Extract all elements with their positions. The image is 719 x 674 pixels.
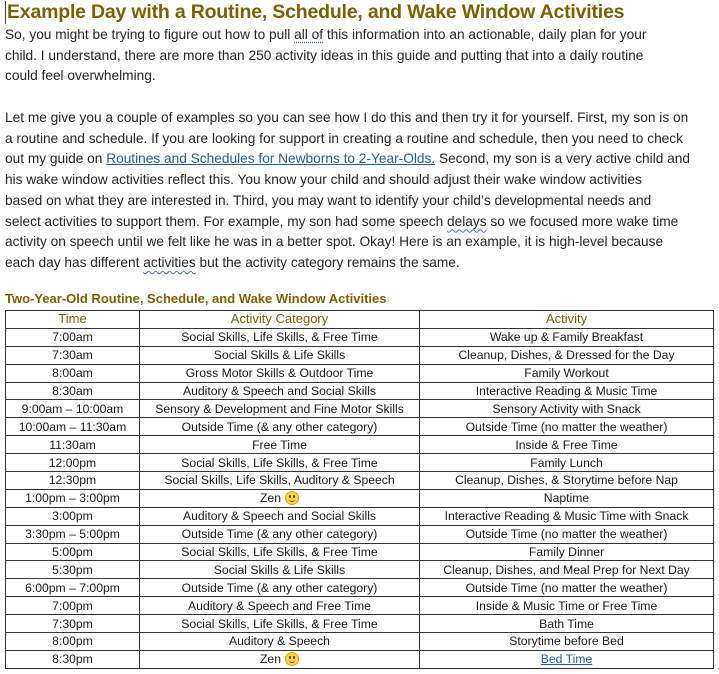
paragraph-line [5,25,715,46]
activity-cell: Cleanup, Dishes, and Meal Prep for Next Day [420,561,714,579]
activity-cell: Bath Time [420,615,714,633]
table-row [6,561,714,579]
time-cell: 3:00pm [6,507,140,525]
paragraph-line [5,149,715,170]
activity-cell: Outside Time (no matter the weather) [420,525,714,543]
text-run: out my guide on [5,151,107,167]
activity-cell: Cleanup, Dishes, & Dressed for the Day [420,346,714,364]
column-header-time: Time [6,311,140,329]
table-title: Two-Year-Old Routine, Schedule, and Wake Window Activities [5,291,387,306]
activity-cell: Inside & Free Time [420,436,714,454]
table-row [6,525,714,543]
text-run: this information into an actionable, daily plan for your [323,27,647,42]
time-cell: 7:30pm [6,615,140,633]
paragraph-line: his wake window activities reflect this. You know your child and should adjust their wake window activities [5,172,642,188]
paragraph-line: a routine and schedule. If you are looking for support in creating a routine and schedule, then you need to check [5,130,683,146]
category-cell: Auditory & Speech [140,633,420,651]
activity-cell: Naptime [420,489,714,507]
time-cell: 5:00pm [6,543,140,561]
time-cell: 7:30am [6,346,140,364]
paragraph-line: based on what they are interested in. Third, you may want to identify your child’s developmental needs and [5,192,652,208]
table-row [6,579,714,597]
activity-cell: Interactive Reading & Music Time [420,382,714,400]
category-cell: Outside Time (& any other category) [140,579,420,597]
table-row [6,650,714,668]
text-run: So, you might be trying to figure out how to pull [5,27,295,42]
table-row [6,418,714,436]
category-text: Zen [259,491,281,506]
activity-cell [420,650,714,668]
category-cell: Outside Time (& any other category) [140,418,420,436]
category-cell: Social Skills, Life Skills, & Free Time [140,543,420,561]
table-row [6,328,714,346]
flagged-text: delays [447,213,487,229]
text-run: Second, my son is a very active child and [435,151,691,167]
activity-cell: Outside Time (no matter the weather) [420,579,714,597]
page-title: Example Day with a Routine, Schedule, and Wake Window Activities [7,1,625,23]
time-cell: 1:00pm – 3:00pm [6,489,140,507]
table-row [6,597,714,615]
category-cell [140,650,420,668]
smiling-face-icon [285,652,299,666]
text-run: select activities to support them. For example, my son had some speech [5,213,448,229]
table-row [6,472,714,490]
category-cell: Social Skills, Life Skills, & Free Time [140,454,420,472]
time-cell: 11:30am [6,436,140,454]
time-cell: 12:00pm [6,454,140,472]
time-cell: 7:00pm [6,597,140,615]
table-row [6,436,714,454]
category-cell: Social Skills, Life Skills, Auditory & Speech [140,472,420,490]
category-cell [140,489,420,507]
paragraph-line: could feel overwhelming. [5,68,156,84]
activity-cell: Wake up & Family Breakfast [420,328,714,346]
category-cell: Gross Motor Skills & Outdoor Time [140,364,420,382]
time-cell: 7:00am [6,328,140,346]
category-cell: Social Skills & Life Skills [140,346,420,364]
time-cell: 8:00am [6,364,140,382]
category-cell: Social Skills, Life Skills, & Free Time [140,615,420,633]
category-cell: Auditory & Speech and Social Skills [140,507,420,525]
paragraph-line: Let me give you a couple of examples so you can see how I do this and then try it for yourself. First, my son is on [5,110,689,125]
category-cell: Auditory & Speech and Social Skills [140,382,420,400]
category-cell: Social Skills, Life Skills, & Free Time [140,328,420,346]
activity-cell: Sensory Activity with Snack [420,400,714,418]
examples-paragraph [5,108,715,274]
time-cell: 9:00am – 10:00am [6,400,140,418]
intro-paragraph [5,25,715,87]
category-cell: Outside Time (& any other category) [140,525,420,543]
table-row [6,454,714,472]
text-run: but the activity category remains the same. [195,254,460,270]
table-row [6,364,714,382]
time-cell: 8:30am [6,382,140,400]
category-cell: Social Skills & Life Skills [140,561,420,579]
category-text: Zen [259,652,281,667]
time-cell: 6:00pm – 7:00pm [6,579,140,597]
category-cell: Free Time [140,436,420,454]
paragraph-line [5,212,715,233]
table-header-row [6,311,714,329]
text-run: each day has different [5,254,144,270]
column-header-activity: Activity [420,311,714,329]
activity-cell: Outside Time (no matter the weather) [420,418,714,436]
activity-cell: Cleanup, Dishes, & Storytime before Nap [420,472,714,490]
table-row [6,543,714,561]
column-header-category: Activity Category [140,311,420,329]
text-run: so we focused more wake time [486,213,679,229]
table-row [6,489,714,507]
paragraph-line: activity on speech until we felt like he was in a better spot. Okay! Here is an example, it is high-level because [5,234,664,250]
flagged-text: activities [143,254,196,270]
smiling-face-icon [285,491,299,505]
flagged-text: all of [294,27,324,42]
activity-cell: Family Lunch [420,454,714,472]
time-cell: 12:30pm [6,472,140,490]
time-cell: 10:00am – 11:30am [6,418,140,436]
table-row [6,507,714,525]
category-cell: Auditory & Speech and Free Time [140,597,420,615]
time-cell: 8:30pm [6,650,140,668]
time-cell: 8:00pm [6,633,140,651]
category-cell: Sensory & Development and Fine Motor Skills [140,400,420,418]
table-row [6,346,714,364]
routines-guide-link[interactable]: Routines and Schedules for Newborns to 2-Year-Olds. [106,151,436,167]
paragraph-line: child. I understand, there are more than 250 activity ideas in this guide and putting that into a daily routine [5,47,644,63]
time-cell: 3:30pm – 5:00pm [6,525,140,543]
activity-cell: Interactive Reading & Music Time with Snack [420,507,714,525]
table-row [6,400,714,418]
table-row [6,615,714,633]
activity-cell: Inside & Music Time or Free Time [420,597,714,615]
time-cell: 5:30pm [6,561,140,579]
table-row [6,382,714,400]
activity-cell: Family Workout [420,364,714,382]
paragraph-line [5,253,715,274]
bed-time-link[interactable]: Bed Time [540,652,593,667]
activity-cell: Storytime before Bed [420,633,714,651]
activity-cell: Family Dinner [420,543,714,561]
table-row [6,633,714,651]
schedule-table [5,310,714,669]
